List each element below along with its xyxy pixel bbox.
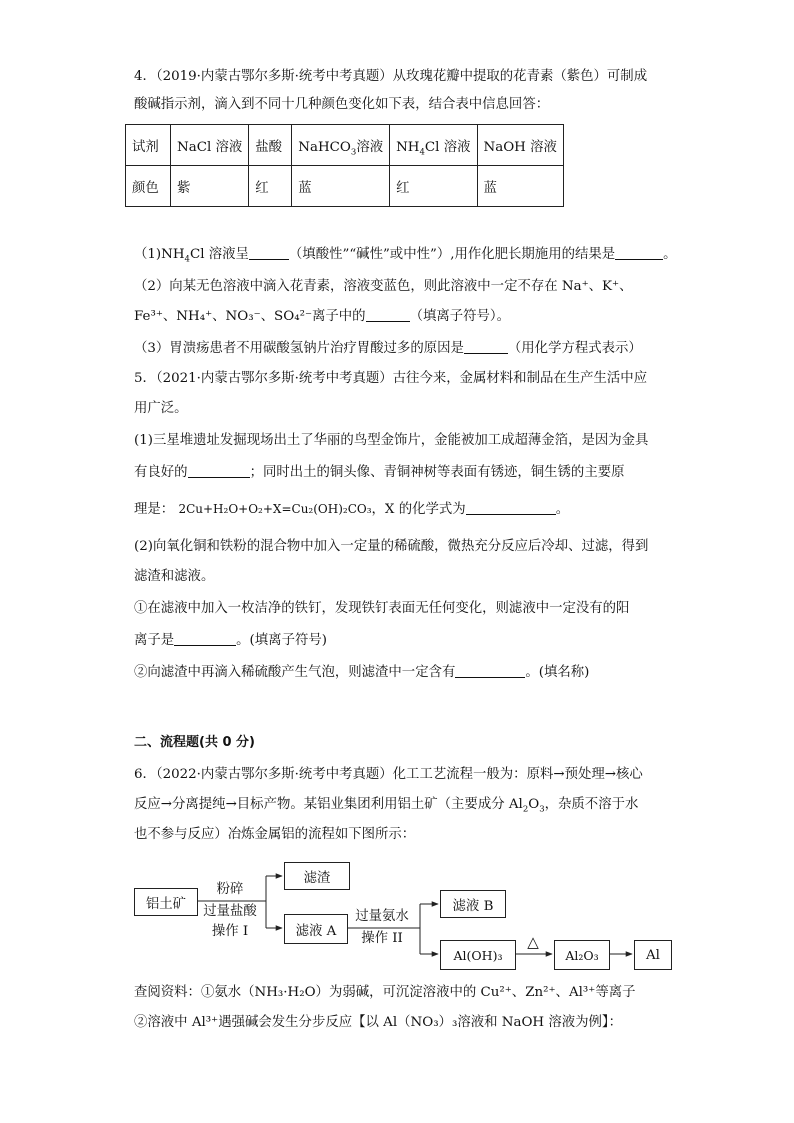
q6-reference1: 查阅资料：①氨水（NH₃·H₂O）为弱碱，可沉淀溶液中的 Cu²⁺、Zn²⁺、Al³⁺等离子 [134, 985, 636, 1000]
q5-part2-line1: (2)向氧化铜和铁粉的混合物中加入一定量的稀硫酸，微热充分反应后冷却、过滤，得到 [134, 539, 649, 554]
q5-sub2: ②向滤渣中再滴入稀硫酸产生气泡，则滤渣中一定含有 。(填名称) [134, 665, 590, 680]
q4-part1: $(1)NH_4Cl$ 溶液呈 （填酸性”“碱性”或中性”）,用作化肥长期施用的结果是 。 [134, 247, 677, 265]
bauxite-box: 铝土矿 [134, 888, 198, 916]
rust-equation: 2Cu+H₂O+O₂+X=Cu₂(OH)₂CO₃ [178, 502, 372, 516]
table-cell: 红 [390, 166, 477, 207]
aluminum-hydroxide-box: Al(OH)₃ [440, 940, 516, 970]
aluminum-box: Al [634, 940, 672, 970]
table-cell: 试剂 [126, 125, 171, 166]
table-cell: 盐酸 [249, 125, 292, 166]
q4-part3: （3）胃溃疡患者不用碳酸氢钠片治疗胃酸过多的原因是 （用化学方程式表示） [134, 341, 642, 356]
heat-icon: △ [527, 933, 539, 951]
table-cell: 紫 [171, 166, 249, 207]
q4-intro-line2: 酸碱指示剂，滴入到不同十几种颜色变化如下表，结合表中信息回答： [134, 97, 550, 112]
q6-reference2: ②溶液中 Al³⁺遇强碱会发生分步反应【以 Al（NO₃）₃溶液和 NaOH 溶液为例】： [134, 1015, 622, 1030]
q5-part1-line3: 理是： 2Cu+H₂O+O₂+X=Cu₂(OH)₂CO₃，X 的化学式为 。 [134, 502, 570, 517]
step2-label-op: 操作 II [361, 931, 403, 946]
q4-intro-line1: 4．（2019·内蒙古鄂尔多斯·统考中考真题）从玫瑰花瓣中提取的花青素（紫色）可制成 [134, 69, 648, 84]
q5-line2: 用广泛。 [134, 401, 188, 416]
step1-label-acid: 过量盐酸 [203, 904, 257, 919]
step1-label-crush: 粉碎 [216, 882, 244, 897]
table-cell: NaOH 溶液 [477, 125, 563, 166]
q5-part1-line1: (1)三星堆遗址发掘现场出土了华丽的鸟型金饰片，金能被加工成超薄金箔，是因为金具 [134, 433, 649, 448]
alumina-box: Al₂O₃ [554, 940, 610, 970]
section-title: 二、流程题(共 0 分) [134, 735, 255, 750]
q4-part2-line1: （2）向某无色溶液中滴入花青素，溶液变蓝色，则此溶液中一定不存在 Na⁺、K⁺、 [134, 279, 633, 294]
step2-label-ammonia: 过量氨水 [355, 909, 409, 924]
table-cell: 红 [249, 166, 292, 207]
q5-line1: 5．（2021·内蒙古鄂尔多斯·统考中考真题）古往今来，金属材料和制品在生产生活中应 [134, 371, 648, 386]
table-cell: $NH_4Cl$ 溶液 [390, 125, 477, 166]
table-cell: 颜色 [126, 166, 171, 207]
table-cell: NaCl 溶液 [171, 125, 249, 166]
q5-sub1-line1: ①在滤液中加入一枚洁净的铁钉，发现铁钉表面无任何变化，则滤液中一定没有的阳 [134, 601, 630, 616]
q4-part2-line2: Fe³⁺、NH₄⁺、NO₃⁻、SO₄²⁻离子中的 （填离子符号）。 [134, 309, 511, 324]
residue-box: 滤渣 [284, 862, 350, 890]
table-cell: NaHCO$_3$溶液 [292, 125, 390, 166]
q6-line2: 反应→分离提纯→目标产物。某铝业集团利用铝土矿（主要成分 $Al_2O_3$，杂质不溶于水 [134, 797, 639, 815]
filtrate-a-box: 滤液 A [284, 914, 348, 944]
filtrate-b-box: 滤液 B [440, 890, 506, 918]
q5-sub1-line2: 离子是 。(填离子符号) [134, 633, 327, 648]
table-cell: 蓝 [477, 166, 563, 207]
step1-label-op: 操作 I [211, 924, 249, 939]
q5-part1-line2: 有良好的 ；同时出土的铜头像、青铜神树等表面有锈迹，铜生锈的主要原 [134, 465, 625, 480]
q5-part2-line2: 滤渣和滤液。 [134, 569, 215, 584]
q6-line1: 6．（2022·内蒙古鄂尔多斯·统考中考真题）化工工艺流程一般为：原料→预处理→核心 [134, 767, 643, 782]
q6-line3: 也不参与反应）冶炼金属铝的流程如下图所示： [134, 827, 416, 842]
table-cell: 蓝 [292, 166, 390, 207]
